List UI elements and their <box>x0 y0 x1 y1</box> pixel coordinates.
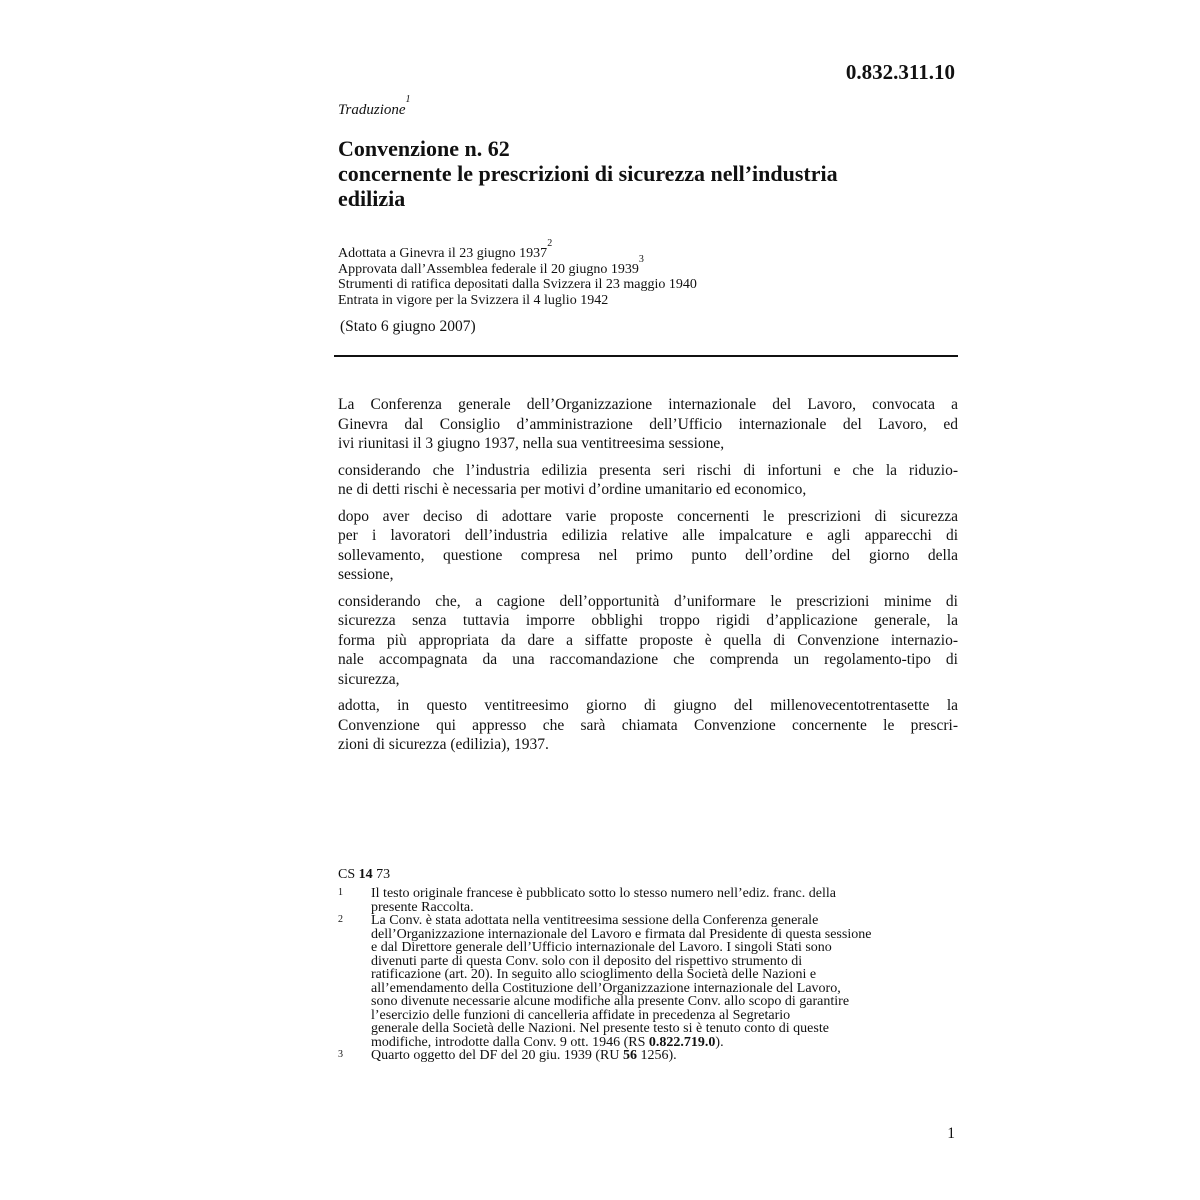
cs-volume: 14 <box>358 867 373 882</box>
footnote-line: Il testo originale francese è pubblicato sotto lo stesso numero nell’ediz. franc. della <box>371 886 836 901</box>
text-line: zioni di sicurezza (edilizia), 1937. <box>338 736 549 753</box>
footnotes <box>338 887 958 1063</box>
collection-reference <box>338 867 390 883</box>
translation-text: Traduzione <box>338 102 406 118</box>
footnote-ref-3[interactable]: 3 <box>638 253 644 265</box>
text-line: La Conferenza generale dell’Organizzazione internazionale del Lavoro, convocata a <box>338 396 958 413</box>
document-number: 0.832.311.10 <box>845 60 955 84</box>
footnote-line <box>371 1036 958 1050</box>
approved-text: Approvata dall’Assemblea federale il 20 giugno 1939 <box>338 261 639 277</box>
page-number: 1 <box>947 1125 955 1142</box>
text-line: forma più appropriata da dare a siffatte proposte è quella di Convenzione internazio- <box>338 631 958 649</box>
text-line: nale accompagnata da una raccomandazione che comprenda un regolamento-tipo di <box>338 651 958 668</box>
footnote-line: all’emendamento della Costituzione dell’Organizzazione internazionale del Lavoro, <box>371 980 841 996</box>
footnote-text: Quarto oggetto del DF del 20 giu. 1939 (RU <box>371 1048 623 1063</box>
paragraph-4 <box>338 592 958 690</box>
paragraph-2 <box>338 461 958 500</box>
text-line: sollevamento, questione compresa nel primo punto dell’ordine del giorno della <box>338 546 958 564</box>
footnote-line: divenuti parte di questa Conv. solo con il deposito del rispettivo strumento di <box>371 953 803 969</box>
text-line: Convenzione qui appresso che sarà chiamata Convenzione concernente le prescri- <box>338 716 958 734</box>
text-line: adotta, in questo ventitreesimo giorno di giugno del millenovecentotrentasette la <box>338 697 958 714</box>
footnote-text: modifiche, introdotte dalla Conv. 9 ott. 1946 (RS <box>371 1034 649 1050</box>
footnote-text: ). <box>715 1034 724 1050</box>
paragraph-5 <box>338 696 958 755</box>
footnote-line: l’esercizio delle funzioni di cancelleria affidate in precedenza al Segretario <box>371 1007 791 1023</box>
ratification-line: Strumenti di ratifica depositati dalla Svizzera il 23 maggio 1940 <box>338 277 697 292</box>
footnote-line <box>371 1049 958 1063</box>
text-line: ivi riunitasi il 3 giugno 1937, nella sua ventitreesima sessione, <box>338 435 725 452</box>
text-line: considerando che l’industria edilizia presenta seri rischi di infortuni e che la riduzio- <box>338 461 958 479</box>
title-line-2: concernente le prescrizioni di sicurezza nell’industria <box>338 161 838 186</box>
footnote-3 <box>338 1049 958 1063</box>
text-line: sessione, <box>338 566 394 583</box>
paragraph-1 <box>338 395 958 454</box>
text-line: dopo aver deciso di adottare varie proposte concernenti le prescrizioni di sicurezza <box>338 507 958 525</box>
footnote-line: dell’Organizzazione internazionale del Lavoro e firmata dal Presidente di questa sessione <box>371 926 872 942</box>
footnote-line: presente Raccolta. <box>371 899 474 915</box>
preamble-body <box>338 395 958 762</box>
ru-volume: 56 <box>622 1048 637 1063</box>
footnote-ref-2[interactable]: 2 <box>547 238 553 249</box>
text-line: sicurezza, <box>338 670 400 688</box>
footnote-line: La Conv. è stata adottata nella ventitreesima sessione della Conferenza generale <box>371 913 819 928</box>
in-force-line: Entrata in vigore per la Svizzera il 4 luglio 1942 <box>338 292 609 308</box>
text-line: considerando che, a cagione dell’opportunità d’uniformare le prescrizioni minime di <box>338 592 958 610</box>
footnote-number: 1 <box>338 887 343 898</box>
adoption-metadata <box>338 238 697 308</box>
footnote-2 <box>338 914 958 1049</box>
footnote-1 <box>338 887 958 914</box>
text-line: Ginevra dal Consiglio d’amministrazione dell’Ufficio internazionale del Lavoro, ed <box>338 415 958 433</box>
footnote-line: generale della Società delle Nazioni. Nel presente testo si è tenuto conto di queste <box>371 1021 829 1036</box>
footnote-ref-1[interactable]: 1 <box>405 94 411 105</box>
title-line-1: Convenzione n. 62 <box>338 136 510 161</box>
text-line: per i lavoratori dell’industria edilizia relative alle impalcature e agli apparecchi di <box>338 527 958 544</box>
footnote-number: 2 <box>338 914 343 925</box>
title-line-3: edilizia <box>338 186 406 211</box>
header-divider <box>334 355 958 357</box>
text-line: sicurezza senza tuttavia imporre obblighi troppo rigidi d’applicazione generale, la <box>338 612 958 629</box>
adopted-text: Adottata a Ginevra il 23 giugno 1937 <box>338 246 548 261</box>
footnote-line: sono divenute necessarie alcune modifiche alla presente Conv. allo scopo di garantire <box>371 994 850 1009</box>
document-title <box>338 136 958 211</box>
footnote-line: e dal Direttore generale dell’Ufficio internazionale del Lavoro. I singoli Stati sono <box>371 940 832 955</box>
footnote-line: ratificazione (art. 20). In seguito allo scioglimento della Società delle Nazioni e <box>371 967 817 982</box>
translation-label <box>338 94 411 119</box>
status-date: (Stato 6 giugno 2007) <box>340 318 476 335</box>
paragraph-3 <box>338 507 958 585</box>
footnote-text: 1256). <box>636 1048 677 1063</box>
footnote-number: 3 <box>338 1049 343 1060</box>
cs-page: 73 <box>376 867 391 882</box>
text-line: ne di detti rischi è necessaria per motivi d’ordine umanitario ed economico, <box>338 481 807 498</box>
rs-reference[interactable]: 0.822.719.0 <box>648 1034 716 1050</box>
cs-prefix: CS <box>338 867 356 882</box>
